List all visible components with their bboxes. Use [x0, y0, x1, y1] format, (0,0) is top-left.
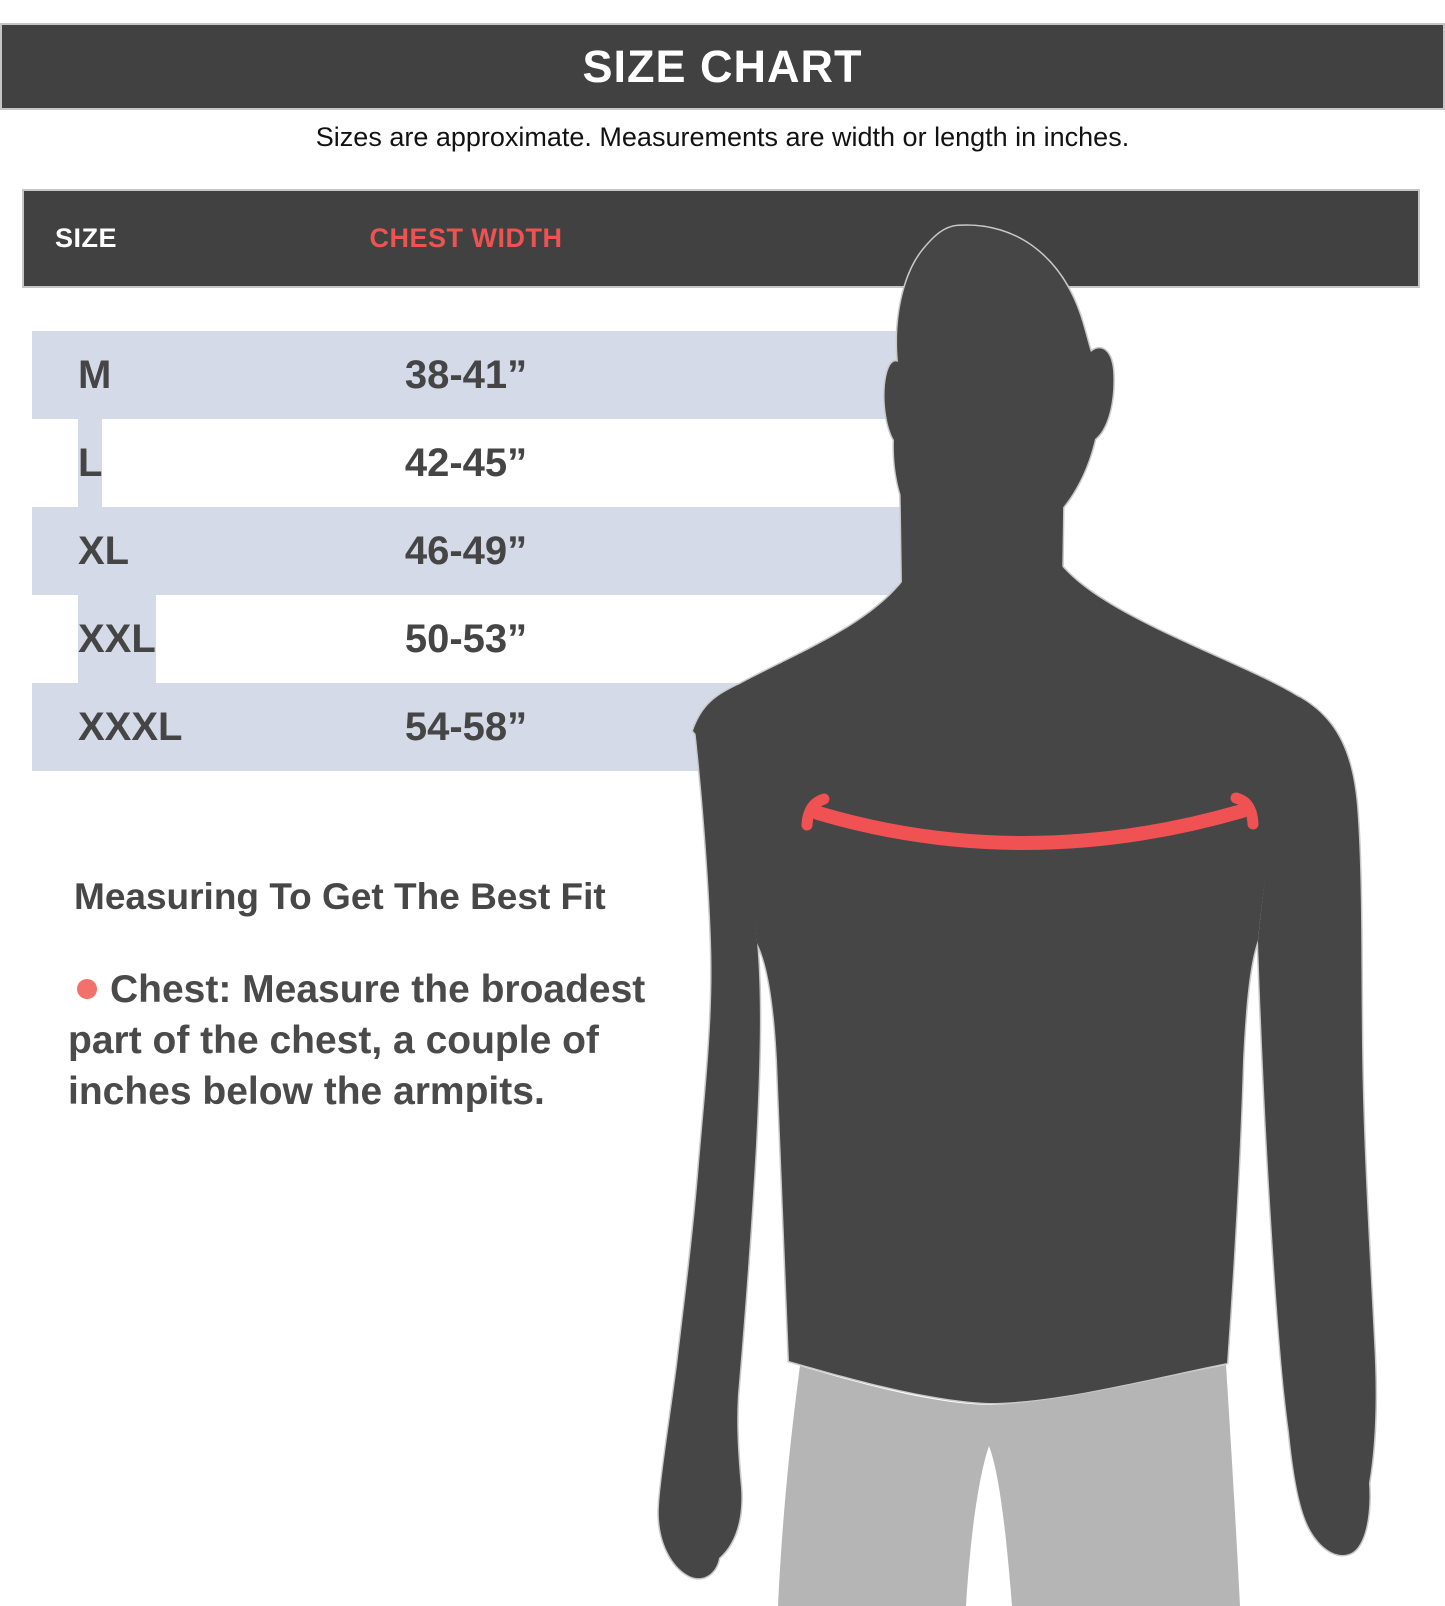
bullet-line-text: part of the chest, a couple of: [68, 1019, 599, 1062]
table-row: [32, 419, 917, 507]
table-row: [32, 683, 917, 771]
size-table-rows: [32, 331, 917, 771]
measuring-guide-heading: Measuring To Get The Best Fit: [74, 876, 606, 917]
page-title: SIZE CHART: [582, 40, 863, 92]
chest-width-cell: 42-45”: [404, 440, 528, 485]
chest-tape-icon: [807, 798, 1253, 843]
subtitle-text: Sizes are approximate. Measurements are width or length in inches.: [315, 122, 1130, 152]
banner: [0, 23, 1445, 110]
measuring-guide: [68, 876, 728, 1117]
table-row: [32, 507, 917, 595]
bullet-line-text: inches below the armpits.: [68, 1070, 545, 1113]
chest-width-cell: 54-58”: [404, 704, 528, 749]
column-header-size: SIZE: [55, 223, 118, 253]
column-header-chest-width: CHEST WIDTH: [369, 223, 563, 253]
silhouette-pants: [778, 1365, 1240, 1606]
bullet-line: [68, 1015, 728, 1066]
table-row: [32, 331, 917, 419]
bullet-dot-icon: [77, 979, 97, 999]
size-cell: L: [78, 419, 102, 507]
chest-bullet-paragraph: [68, 964, 728, 1117]
size-cell: XL: [78, 507, 129, 595]
chest-width-cell: 50-53”: [404, 616, 528, 661]
table-header: [22, 189, 1420, 288]
size-cell: XXXL: [78, 683, 182, 771]
bullet-line-text: Chest: Measure the broadest: [110, 968, 646, 1011]
bullet-line: [68, 964, 728, 1015]
bullet-line: [68, 1066, 728, 1117]
table-row: [32, 595, 917, 683]
chest-width-cell: 46-49”: [404, 528, 528, 573]
size-cell: XXL: [78, 595, 156, 683]
size-cell: M: [78, 331, 111, 419]
chest-width-cell: 38-41”: [404, 352, 528, 397]
